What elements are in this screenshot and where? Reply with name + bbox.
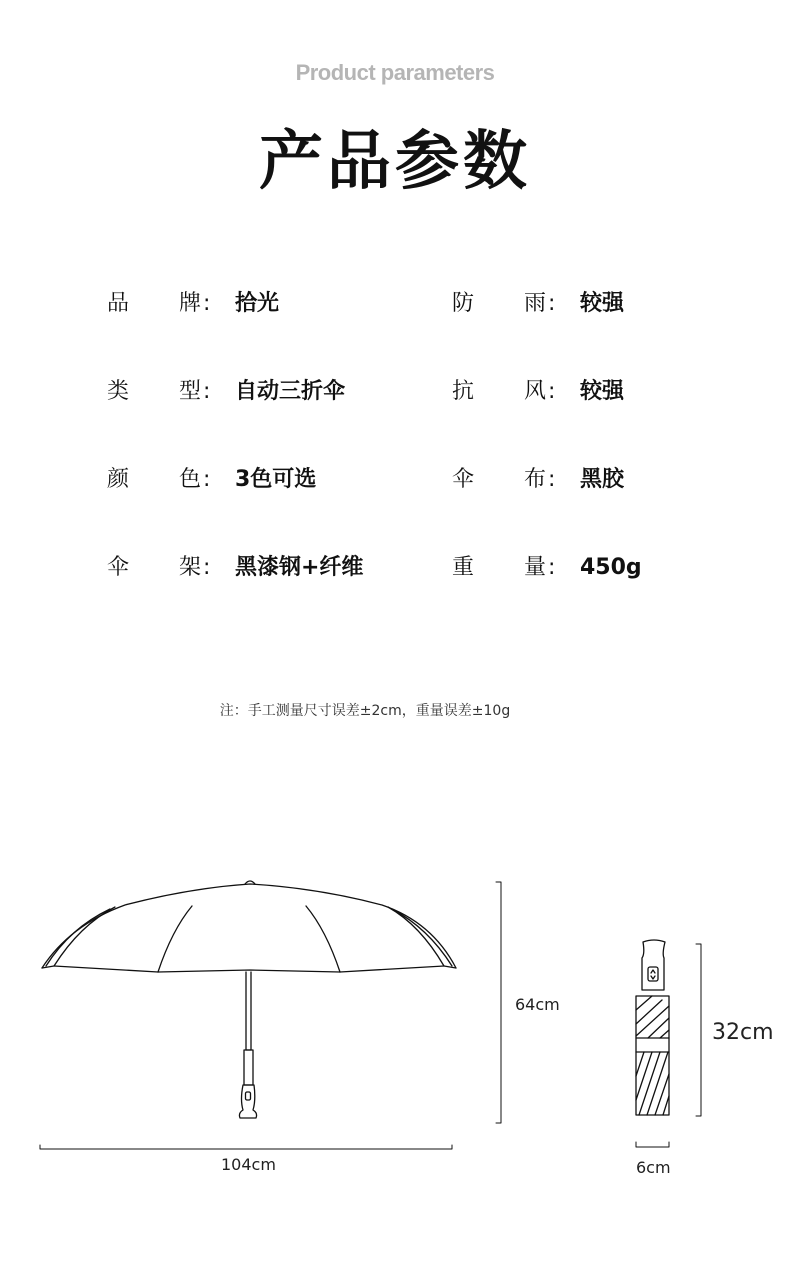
param-label-char1: 抗 xyxy=(452,379,475,404)
param-value: 黑胶 xyxy=(580,467,625,492)
param-value: 450g xyxy=(580,555,642,580)
param-label-char1: 重 xyxy=(452,555,475,580)
param-label-char1: 颜 xyxy=(107,467,130,492)
param-value: 黑漆钢+纤维 xyxy=(235,555,364,580)
param-colon: : xyxy=(203,467,211,492)
measurement-note: 注：手工测量尺寸误差±2cm，重量误差±10g xyxy=(219,703,511,719)
dimension-folded-width: 6cm xyxy=(636,1158,671,1177)
param-value: 拾光 xyxy=(235,291,280,316)
subtitle-english: Product parameters xyxy=(295,60,495,85)
param-colon: : xyxy=(548,467,556,492)
param-label-char2: 布 xyxy=(524,467,547,492)
param-label-char2: 雨 xyxy=(524,291,547,316)
param-colon: : xyxy=(203,555,211,580)
param-value: 较强 xyxy=(580,291,625,316)
param-label-char2: 牌 xyxy=(179,291,202,316)
param-colon: : xyxy=(548,379,556,404)
param-value: 自动三折伞 xyxy=(235,379,346,404)
dimension-lines-open xyxy=(40,882,501,1149)
param-label-char1: 防 xyxy=(452,291,475,316)
dimension-open-height: 64cm xyxy=(515,995,560,1014)
param-label-char2: 架 xyxy=(179,555,202,580)
param-value: 较强 xyxy=(580,379,625,404)
dimension-folded-height: 32cm xyxy=(712,1020,774,1045)
param-label-char2: 风 xyxy=(524,379,547,404)
open-umbrella-icon xyxy=(42,881,456,1118)
param-label-char2: 色 xyxy=(179,467,202,492)
folded-umbrella-icon xyxy=(636,940,669,1115)
param-label-char2: 量 xyxy=(524,555,547,580)
param-colon: : xyxy=(548,555,556,580)
param-value: 3色可选 xyxy=(235,467,317,492)
dimension-open-width: 104cm xyxy=(221,1155,276,1174)
param-label-char2: 型 xyxy=(179,379,202,404)
param-label-char1: 类 xyxy=(107,379,130,404)
param-label-char1: 伞 xyxy=(452,467,475,492)
param-colon: : xyxy=(203,291,211,316)
param-colon: : xyxy=(548,291,556,316)
page-title: 产品参数 xyxy=(259,125,531,199)
param-colon: : xyxy=(203,379,211,404)
param-label-char1: 伞 xyxy=(107,555,130,580)
param-label-char1: 品 xyxy=(107,291,130,316)
